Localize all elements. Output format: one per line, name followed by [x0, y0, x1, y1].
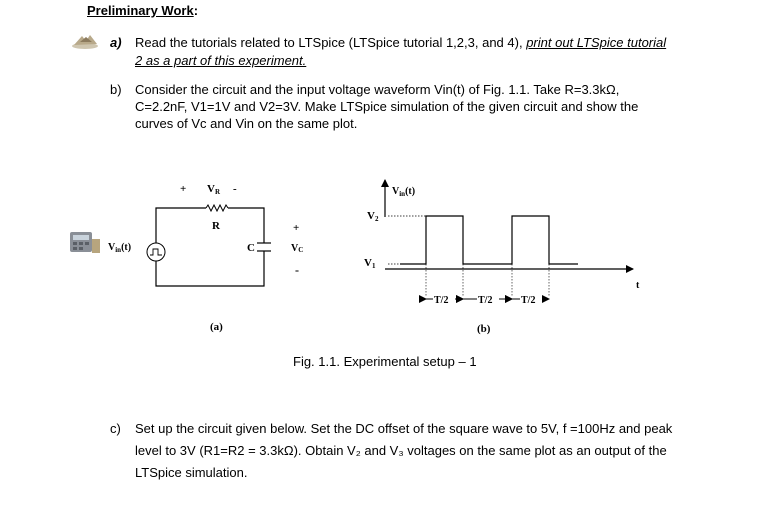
half-period-1: T/2: [434, 295, 449, 306]
item-b-line1: Consider the circuit and the input voltage waveform Vin(t) of Fig. 1.1. Take R=3.3kΩ,: [135, 82, 620, 97]
item-b-line2: C=2.2nF, V1=1V and V2=3V. Make LTSpice simulation of the given circuit and show the: [135, 99, 639, 114]
waveform-caption: (b): [477, 323, 491, 335]
vc-minus: -: [295, 263, 299, 277]
item-c-line3: LTSpice simulation.: [135, 465, 248, 480]
item-c-label: c): [110, 421, 121, 436]
v2-label: V2: [367, 210, 379, 223]
v1-label: V1: [364, 257, 376, 270]
resistor-label: R: [212, 220, 220, 232]
vr-plus: +: [180, 183, 187, 195]
y-axis-label: $V_{in}(t)$: [392, 186, 416, 198]
resistor-symbol: [206, 205, 228, 211]
vc-label: VC: [291, 243, 304, 254]
half-period-3: T/2: [521, 295, 536, 306]
capacitor-label: C: [247, 242, 255, 254]
calculator-icon: [68, 229, 102, 257]
figure-caption: Fig. 1.1. Experimental setup – 1: [293, 354, 477, 369]
waveform-diagram: [350, 172, 650, 340]
wire-left-top: [156, 208, 206, 248]
item-a-link: print out LTSpice tutorial: [526, 35, 667, 50]
vr-minus: -: [233, 183, 237, 195]
page-heading: Preliminary Work:: [87, 3, 199, 18]
item-a-label: a): [110, 35, 122, 50]
item-b-label: b): [110, 82, 122, 97]
half-period-2: T/2: [478, 295, 493, 306]
square-wave-source-icon: [147, 243, 165, 261]
time-axis-label: t: [636, 280, 640, 291]
circuit-caption: (a): [210, 321, 223, 333]
wire-right-top: [228, 208, 264, 243]
item-c-line2: level to 3V (R1=R2 = 3.3kΩ). Obtain V₂ and V₃ voltages on the same plot as an output of the: [135, 443, 667, 458]
square-wave-signal: [400, 216, 578, 264]
item-a-text: Read the tutorials related to LTSpice (LTSpice tutorial 1,2,3, and 4), print out LTSpice tutorial: [135, 35, 667, 50]
circuit-diagram: [100, 170, 340, 340]
vin-label: $V_{in}(t)$: [108, 242, 132, 254]
wire-bottom: [156, 251, 264, 286]
vr-label: VR: [207, 183, 221, 196]
item-a-link-line2: 2 as a part of this experiment.: [135, 53, 307, 68]
item-c-line1: Set up the circuit given below. Set the DC offset of the square wave to 5V, f =100Hz and peak: [135, 421, 673, 436]
vc-plus: +: [293, 222, 300, 234]
item-b-line3: curves of Vc and Vin on the same plot.: [135, 116, 358, 131]
reading-icon: [70, 32, 100, 50]
